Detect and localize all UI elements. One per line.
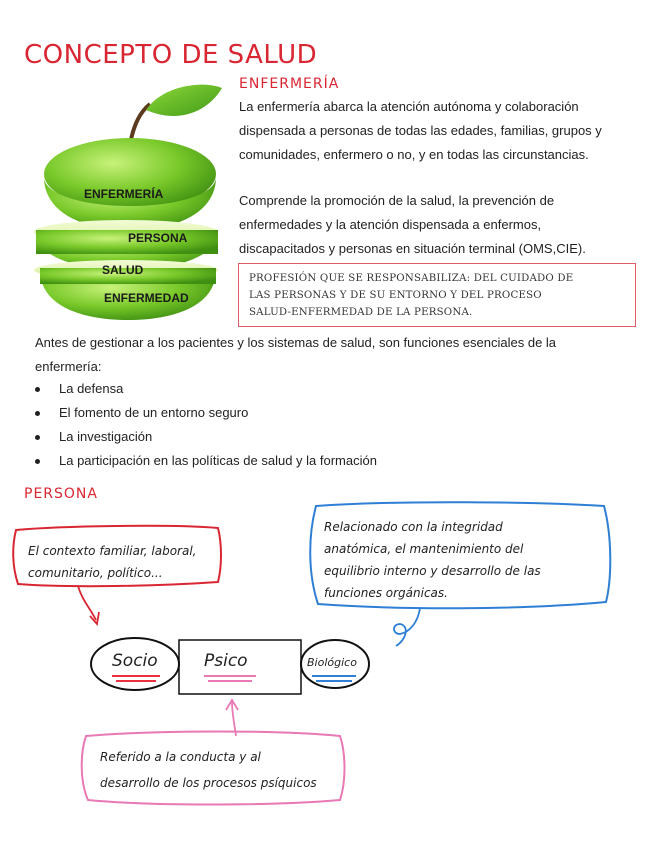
text-line: SALUD-ENFERMEDAD DE LA PERSONA. — [249, 307, 473, 318]
text-line: dispensada a personas de todas las edades, familias, grupos y — [239, 123, 602, 138]
list-item: La investigación — [35, 425, 377, 449]
text-line: PROFESIÓN QUE SE RESPONSABILIZA: DEL CUIDADO DE — [249, 273, 574, 284]
bio-note — [324, 516, 541, 604]
text-line: Relacionado con la integridad — [324, 520, 503, 534]
text-line: LAS PERSONAS Y DE SU ENTORNO Y DEL PROCESO — [249, 290, 542, 301]
functions-intro — [35, 331, 635, 379]
persona-heading: PERSONA — [24, 486, 98, 502]
enfermeria-paragraph-1 — [239, 95, 639, 167]
list-item: La participación en las políticas de salud y la formación — [35, 449, 377, 473]
psico-label: Psico — [204, 651, 248, 671]
text-line: Referido a la conducta y al — [100, 750, 261, 764]
enfermeria-heading: ENFERMERÍA — [239, 76, 340, 92]
text-line: enfermedades y la atención dispensada a enfermos, — [239, 217, 542, 232]
text-line: desarrollo de los procesos psíquicos — [100, 776, 317, 790]
list-item: La defensa — [35, 377, 377, 401]
text-line: El contexto familiar, laboral, — [28, 544, 197, 558]
list-item: El fomento de un entorno seguro — [35, 401, 377, 425]
socio-note — [28, 540, 197, 584]
functions-list — [35, 377, 377, 473]
page-title: CONCEPTO DE SALUD — [24, 40, 318, 70]
text-line: discapacitados y personas en situación terminal (OMS,CIE). — [239, 241, 586, 256]
text-line: La enfermería abarca la atención autónoma y colaboración — [239, 99, 579, 114]
text-line: anatómica, el mantenimiento del — [324, 542, 524, 556]
text-line: enfermería: — [35, 359, 102, 374]
apple-label-enfermeria: ENFERMERÍA — [84, 187, 164, 201]
enfermeria-paragraph-2 — [239, 189, 639, 261]
biologico-label: Biológico — [307, 656, 357, 669]
apple-illustration — [22, 82, 234, 328]
apple-label-salud: SALUD — [102, 263, 144, 277]
text-line: Comprende la promoción de la salud, la prevención de — [239, 193, 555, 208]
text-line: Antes de gestionar a los pacientes y los sistemas de salud, son funciones esenciales de la — [35, 335, 557, 350]
psico-note — [100, 744, 317, 796]
socio-label: Socio — [112, 651, 158, 671]
text-line: comunitario, político... — [28, 566, 163, 580]
leaf-shape — [146, 85, 222, 116]
text-line: equilibrio interno y desarrollo de las — [324, 564, 541, 578]
apple-label-enfermedad: ENFERMEDAD — [104, 291, 189, 305]
text-line: funciones orgánicas. — [324, 586, 448, 600]
text-line: comunidades, enfermero o no, y en todas las circunstancias. — [239, 147, 589, 162]
apple-label-persona: PERSONA — [128, 231, 188, 245]
definition-box — [238, 263, 636, 327]
